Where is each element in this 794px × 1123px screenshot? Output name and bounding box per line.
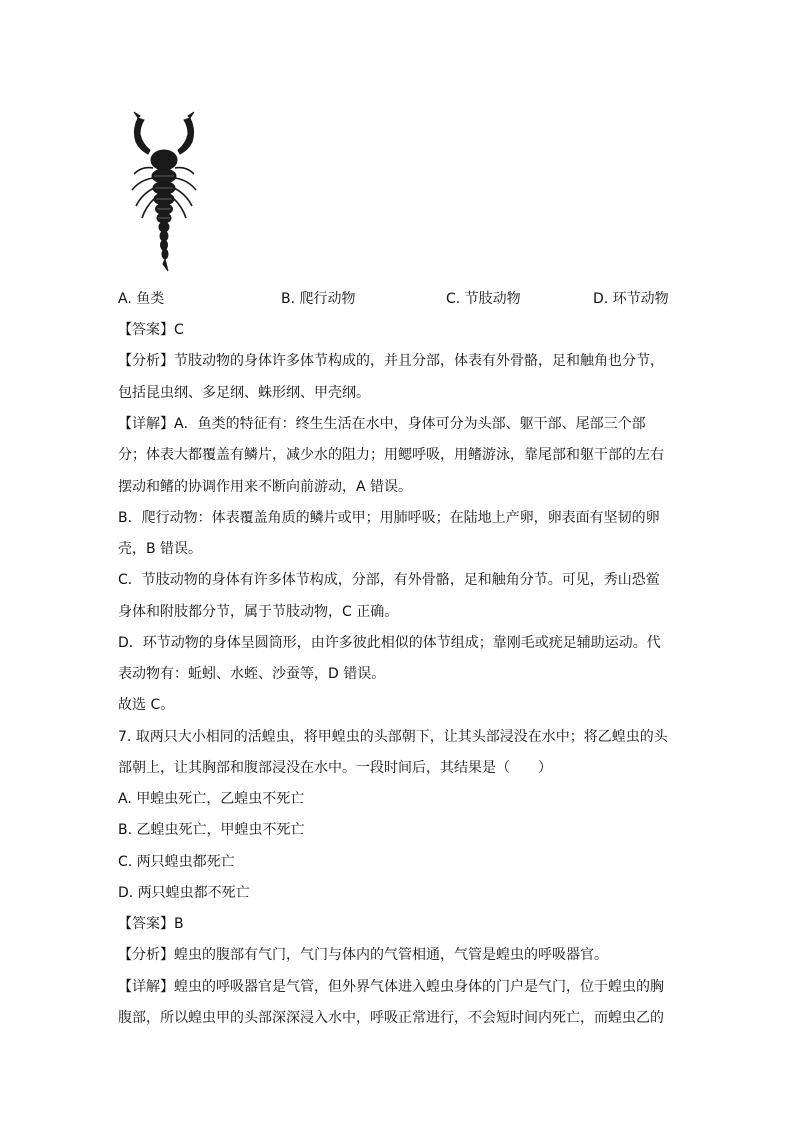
q7-question-line-1: 7. 取两只大小相同的活蝗虫，将甲蝗虫的头部朝下，让其头部浸没在水中；将乙蝗虫的头 <box>118 729 668 745</box>
q7-analysis: 【分析】蝗虫的腹部有气门，气门与体内的气管相通，气管是蝗虫的呼吸器官。 <box>118 947 608 963</box>
q7-detail-line-1: 【详解】蝗虫的呼吸器官是气管，但外界气体进入蝗虫身体的门户是气门，位于蝗虫的胸 <box>118 979 664 995</box>
q6-analysis-line-2: 包括昆虫纲、多足纲、蛛形纲、甲壳纲。 <box>118 385 370 401</box>
option-a: A. 鱼类 <box>118 291 165 307</box>
q6-detail-line-7: 身体和附肢都分节，属于节肢动物，C 正确。 <box>118 604 399 620</box>
q7-detail-line-2: 腹部，所以蝗虫甲的头部深深浸入水中，呼吸正常进行，不会短时间内死亡，而蝗虫乙的 <box>118 1010 664 1026</box>
option-b: B. 爬行动物 <box>281 291 356 307</box>
q6-detail-line-8: D．环节动物的身体呈圆筒形，由许多彼此相似的体节组成；靠刚毛或疣足辅助运动。代 <box>118 635 661 651</box>
option-c: C. 节肢动物 <box>446 291 521 307</box>
q7-option-a: A. 甲蝗虫死亡，乙蝗虫不死亡 <box>118 791 305 807</box>
q6-answer: 【答案】C <box>118 322 184 338</box>
q6-detail-line-5: 壳，B 错误。 <box>118 541 203 557</box>
q6-detail-line-6: C．节肢动物的身体有许多体节构成，分部，有外骨骼，足和触角分节。可见，秀山恐鲎 <box>118 572 660 588</box>
q6-detail-line-1: 【详解】A．鱼类的特征有：终生生活在水中，身体可分为头部、躯干部、尾部三个部 <box>118 416 646 432</box>
q7-option-b: B. 乙蝗虫死亡，甲蝗虫不死亡 <box>118 822 305 838</box>
q7-option-d: D. 两只蝗虫都不死亡 <box>118 885 250 901</box>
option-d: D. 环节动物 <box>593 291 669 307</box>
q6-conclusion: 故选 C。 <box>118 697 175 713</box>
q6-detail-line-2: 分；体表大都覆盖有鳞片，减少水的阻力；用鳃呼吸，用鳍游泳，靠尾部和躯干部的左右 <box>118 447 664 463</box>
q6-detail-line-3: 摆动和鳍的协调作用来不断向前游动，A 错误。 <box>118 479 413 495</box>
q7-option-c: C. 两只蝗虫都死亡 <box>118 854 235 870</box>
scorpion-fossil-icon <box>124 108 204 276</box>
q6-analysis-line-1: 【分析】节肢动物的身体许多体节构成的，并且分部，体表有外骨骼，足和触角也分节， <box>118 353 664 369</box>
q6-detail-line-4: B．爬行动物：体表覆盖角质的鳞片或甲；用肺呼吸；在陆地上产卵，卵表面有坚韧的卵 <box>118 510 660 526</box>
q6-detail-line-9: 表动物有：蚯蚓、水蛭、沙蚕等，D 错误。 <box>118 666 386 682</box>
q7-answer: 【答案】B <box>118 916 184 932</box>
q7-question-line-2: 部朝上，让其胸部和腹部浸没在水中。一段时间后，其结果是（ ） <box>118 760 552 776</box>
